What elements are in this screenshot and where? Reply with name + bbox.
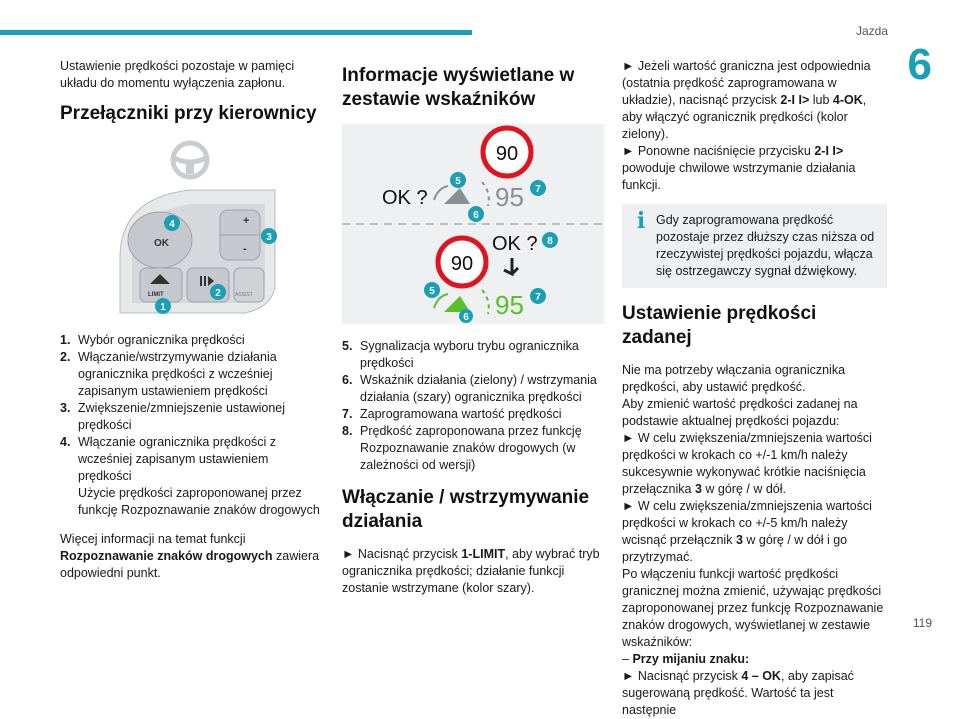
heading-dashboard-info: Informacje wyświetlane w zestawie wskaźników <box>342 65 575 110</box>
paragraph: ► W celu zwiększenia/zmniejszenia wartości prędkości w krokach co +/-5 km/h należy wcisnąć przełącznik 3 w górę / w dół i go przytrzymać. <box>622 499 872 564</box>
speed-value-green: 95 <box>495 290 524 320</box>
steering-switches-figure <box>60 138 325 318</box>
svg-text:8: 8 <box>547 236 553 247</box>
callout-6-top <box>468 206 484 222</box>
ok-label: OK <box>154 238 169 249</box>
section-title: Jazda <box>855 24 888 38</box>
svg-text:90: 90 <box>495 143 519 165</box>
callout-8 <box>542 232 558 248</box>
svg-text:5: 5 <box>455 176 461 187</box>
svg-text:7: 7 <box>535 292 541 303</box>
paragraph: Aby zmienić wartość prędkości zadanej na podstawie aktualnej prędkości pojazdu: <box>622 397 858 428</box>
ok-question-top: OK ? <box>382 187 428 209</box>
list-item: 1. Wybór ogranicznika prędkości <box>60 333 245 347</box>
cluster-legend-list <box>342 338 604 474</box>
paragraph: Nie ma potrzeby włączania ogranicznika prędkości, aby ustawić prędkość. <box>622 363 846 394</box>
paragraph: ► W celu zwiększenia/zmniejszenia wartości prędkości w krokach co +/-1 km/h należy sukcesywnie wykonywać krótkie naciśnięcia przełącznika 3 w górę / w dół. <box>622 431 872 496</box>
svg-text:1: 1 <box>160 302 166 313</box>
instrument-cluster-figure <box>342 124 604 324</box>
assist-label: ASSIST <box>235 292 253 298</box>
header-accent-bar <box>0 30 472 35</box>
paragraph: Po włączeniu funkcji wartość prędkości granicznej można zmienić, używając prędkości zaproponowanej przez funkcję Rozpoznawanie znaków drogowych, wyświetlanej w zestawie wskaźników: <box>622 567 884 649</box>
list-item: 5. Sygnalizacja wyboru trybu ogranicznika prędkości <box>342 339 579 370</box>
svg-text:2: 2 <box>215 288 221 299</box>
more-info-paragraph: Więcej informacji na temat funkcji Rozpoznawanie znaków drogowych zawiera odpowiedni punkt. <box>60 532 320 580</box>
ok-question-bottom: OK ? <box>492 233 538 255</box>
list-item: 8. Prędkość zaproponowana przez funkcję Rozpoznawanie znaków drogowych (w zależności od wersji) <box>342 424 582 472</box>
paragraph: ► Nacisnąć przycisk 4 – OK, aby zapisać sugerowaną prędkość. Wartość ta jest następnie <box>622 669 854 717</box>
column-2 <box>342 58 604 607</box>
svg-text:90: 90 <box>450 253 474 275</box>
svg-text:6: 6 <box>473 210 479 221</box>
callout-7-top <box>530 180 546 196</box>
speed-limit-sign-top <box>483 128 531 176</box>
limit-label: LIMIT <box>148 292 164 298</box>
minus-label: - <box>243 243 247 255</box>
heading-set-speed: Ustawienie prędkości zadanej <box>622 303 817 348</box>
column-3 <box>622 58 887 719</box>
paragraph: – Przy mijaniu znaku: <box>622 652 750 666</box>
heading-steering-switches: Przełączniki przy kierownicy <box>60 103 317 124</box>
callout-1 <box>155 298 171 314</box>
svg-text:3: 3 <box>266 232 272 243</box>
callout-5-bottom <box>424 282 440 298</box>
list-item: 2. Włączanie/wstrzymywanie działania ogranicznika prędkości z wcześniej zapisanym ustawieniem prędkości <box>60 350 277 398</box>
chapter-number: 6 <box>907 40 932 89</box>
plus-label: + <box>243 215 250 227</box>
page-number: 119 <box>912 616 932 630</box>
callout-7-bottom <box>530 288 546 304</box>
svg-text:5: 5 <box>429 286 435 297</box>
callout-2 <box>210 284 226 300</box>
callout-5-top <box>450 172 466 188</box>
callout-3 <box>261 228 277 244</box>
svg-text:7: 7 <box>535 184 541 195</box>
list-item: 3. Zwiększenie/zmniejszenie ustawionej prędkości <box>60 401 286 432</box>
intro-paragraph: Ustawienie prędkości pozostaje w pamięci układu do momentu wyłączenia zapłonu. <box>60 59 295 90</box>
activation-step: ► Nacisnąć przycisk 1-LIMIT, aby wybrać tryb ogranicznika prędkości; działanie funkcji zostanie wstrzymane (kolor szary). <box>342 547 600 595</box>
callout-4 <box>164 215 180 231</box>
list-item: 7. Zaprogramowana wartość prędkości <box>342 407 562 421</box>
list-item: 4. Włączanie ogranicznika prędkości z wcześniej zapisanym ustawieniem prędkości Użycie prędkości zaproponowanej przez funkcję Rozpoznawanie znaków drogowych <box>60 435 320 517</box>
info-icon: i <box>636 208 646 234</box>
switch-legend-list <box>60 332 325 519</box>
step-paragraph: ► Jeżeli wartość graniczna jest odpowiednia (ostatnia prędkość zaprogramowana w układzie), nacisnąć przycisk 2-I I> lub 4-OK, aby włączyć ogranicznik prędkości (kolor zielony). ► Ponowne naciśnięcie przycisku 2-I I> powoduje chwilowe wstrzymanie działania funkcji. <box>622 59 871 192</box>
column-1 <box>60 58 325 592</box>
svg-text:4: 4 <box>169 219 175 230</box>
list-item: 6. Wskaźnik działania (zielony) / wstrzymania działania (szary) ogranicznika prędkości <box>342 373 597 404</box>
info-box <box>622 204 887 288</box>
heading-activation: Włączanie / wstrzymywanie działania <box>342 487 590 532</box>
callout-6-bottom <box>459 309 473 323</box>
speed-value-gray: 95 <box>495 182 524 212</box>
info-text: Gdy zaprogramowana prędkość pozostaje przez dłuższy czas niższa od rzeczywistej prędkości pojazdu, włącza się ostrzegawczy sygnał dźwiękowy. <box>656 213 875 278</box>
speed-limit-sign-bottom <box>438 238 486 286</box>
svg-text:6: 6 <box>463 312 469 323</box>
steering-wheel-icon <box>173 143 207 177</box>
